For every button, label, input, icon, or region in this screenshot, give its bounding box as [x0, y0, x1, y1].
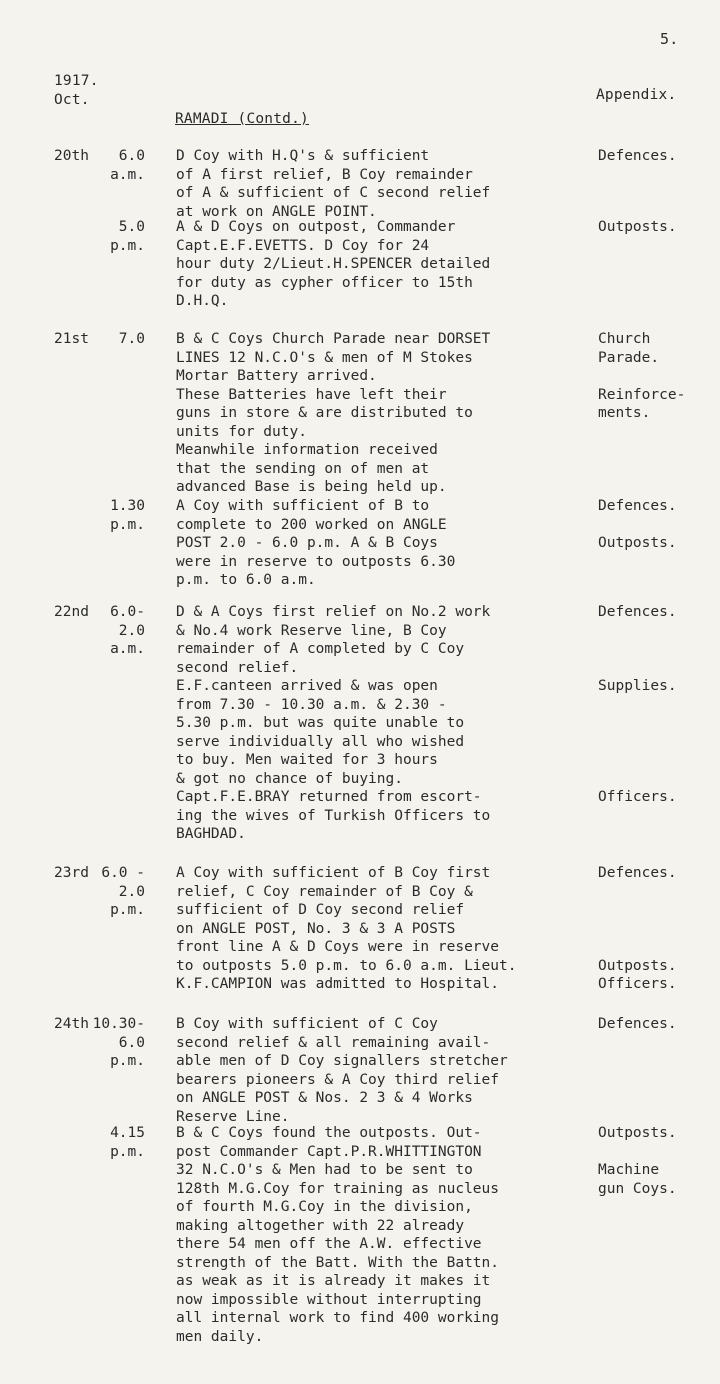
- margin-note-line: [598, 883, 677, 902]
- entry-text-line: D Coy with H.Q's & sufficient: [176, 148, 430, 164]
- appendix-heading: Appendix.: [596, 87, 677, 103]
- entry-text-line: remainder of A completed by C Coy: [176, 641, 465, 657]
- month: Oct.: [54, 92, 90, 108]
- entry-text-line: at work on ANGLE POINT.: [176, 203, 377, 220]
- entry-date: 20th: [54, 148, 89, 164]
- entry-text-line: Capt.E.F.EVETTS. D Coy for 24: [176, 237, 430, 254]
- entry-date: 23rd: [54, 865, 89, 881]
- entry-time-line: p.m.: [110, 1053, 145, 1069]
- entry-time: [60, 864, 145, 920]
- entry-text-line: making altogether with 22 already: [176, 1217, 465, 1234]
- margin-note-line: Reinforce-: [598, 386, 686, 403]
- margin-note-line: Defences.: [598, 148, 677, 164]
- entry-time-line: p.m.: [110, 1143, 145, 1160]
- margin-note-line: Defences.: [598, 498, 677, 514]
- entry-text-line: front line A & D Coys were in reserve: [176, 939, 500, 955]
- entry-text-line: were in reserve to outposts 6.30: [176, 553, 456, 570]
- entry-text: [176, 497, 455, 590]
- entry-text-line: p.m. to 6.0 a.m.: [176, 572, 316, 588]
- entry-text-line: D.H.Q.: [176, 293, 229, 309]
- entry-text-line: 32 N.C.O's & Men had to be sent to: [176, 1162, 473, 1178]
- entry-text-line: E.F.canteen arrived & was open: [176, 678, 438, 694]
- entry-text-line: of A first relief, B Coy remainder: [176, 166, 473, 183]
- entry-text-line: LINES 12 N.C.O's & men of M Stokes: [176, 349, 473, 366]
- margin-note-line: Outposts.: [598, 957, 677, 974]
- entry-text-line: for duty as cypher officer to 15th: [176, 274, 473, 291]
- entry-text-line: now impossible without interrupting: [176, 1291, 482, 1308]
- entry-time-line: 6.0-: [110, 604, 145, 620]
- entry-text-line: A & D Coys on outpost, Commander: [176, 219, 456, 235]
- entry-text-line: men daily.: [176, 1328, 264, 1345]
- entry-time: [60, 497, 145, 534]
- entry-text-line: 5.30 p.m. but was quite unable to: [176, 715, 465, 731]
- entry-text-line: Reserve Line.: [176, 1108, 290, 1125]
- entry-text-line: relief, C Coy remainder of B Coy &: [176, 883, 473, 900]
- margin-note-line: Defences.: [598, 865, 677, 881]
- entry-text: [176, 1015, 508, 1126]
- margin-note-line: [598, 640, 677, 659]
- entry-text-line: Mortar Battery arrived.: [176, 368, 377, 384]
- entry-time-line: p.m.: [110, 902, 145, 918]
- entry-time-line: 6.0 -: [101, 865, 145, 881]
- entry-text-line: second relief & all remaining avail-: [176, 1034, 491, 1051]
- entry-text-line: Meanwhile information received: [176, 442, 438, 458]
- margin-note-line: [598, 714, 677, 733]
- margin-note-line: [598, 751, 677, 770]
- margin-note-line: Defences.: [598, 604, 677, 620]
- entry-text: [176, 603, 490, 844]
- entry-time: [60, 330, 145, 349]
- entry-text-line: complete to 200 worked on ANGLE: [176, 516, 447, 533]
- entry-text: [176, 218, 490, 311]
- entry-text-line: advanced Base is being held up.: [176, 479, 447, 495]
- margin-note-line: Officers.: [598, 789, 677, 805]
- entry-text-line: A Coy with sufficient of B Coy first: [176, 865, 491, 881]
- entry-text-line: to outposts 5.0 p.m. to 6.0 a.m. Lieut.: [176, 957, 517, 974]
- entry-date: 22nd: [54, 604, 89, 620]
- entry-text: [176, 1124, 499, 1346]
- entry-date: 21st: [54, 331, 89, 347]
- margin-note-line: Parade.: [598, 349, 660, 366]
- entry-text-line: A Coy with sufficient of B to: [176, 498, 430, 514]
- entry-time: [60, 147, 145, 184]
- margin-note-line: Church: [598, 331, 651, 347]
- entry-text-line: K.F.CAMPION was admitted to Hospital.: [176, 976, 500, 992]
- margin-note-line: [598, 938, 677, 957]
- margin-note-line: [598, 770, 677, 789]
- margin-note-line: [598, 622, 677, 641]
- margin-note-line: ments.: [598, 405, 651, 421]
- year: 1917.: [54, 73, 99, 89]
- entry-text-line: units for duty.: [176, 423, 307, 440]
- margin-note-line: [598, 1143, 677, 1162]
- margin-note-line: [598, 516, 677, 535]
- entry-text: [176, 330, 490, 497]
- entry-text-line: serve individually all who wished: [176, 733, 465, 750]
- entry-time: [60, 603, 145, 659]
- entry-text-line: all internal work to find 400 working: [176, 1310, 500, 1326]
- entry-text-line: sufficient of D Coy second relief: [176, 902, 465, 918]
- margin-note-line: [598, 659, 677, 678]
- margin-note-line: Machine: [598, 1162, 660, 1178]
- entry-text: [176, 147, 490, 221]
- entry-time: [60, 218, 145, 255]
- entry-time-line: 4.15: [110, 1125, 145, 1141]
- page-number: 5.: [660, 30, 679, 48]
- entry-time-line: 5.0: [118, 219, 145, 235]
- entry-text-line: B & C Coys found the outposts. Out-: [176, 1125, 482, 1141]
- entry-time: [60, 1015, 145, 1071]
- entry-text-line: of fourth M.G.Coy in the division,: [176, 1199, 473, 1215]
- entry-text-line: B Coy with sufficient of C Coy: [176, 1016, 438, 1032]
- entry-time-line: a.m.: [110, 166, 145, 183]
- margin-note-line: [598, 696, 677, 715]
- margin-note-line: Supplies.: [598, 678, 677, 694]
- entry-text-line: 128th M.G.Coy for training as nucleus: [176, 1180, 500, 1197]
- entry-text-line: to buy. Men waited for 3 hours: [176, 752, 438, 768]
- entry-text-line: strength of the Batt. With the Battn.: [176, 1254, 500, 1271]
- entry-text-line: as weak as it is already it makes it: [176, 1273, 491, 1289]
- entry-text-line: on ANGLE POST, No. 3 & 3 A POSTS: [176, 920, 456, 937]
- entry-time-line: 2.0: [118, 622, 145, 639]
- entry-text-line: bearers pioneers & A Coy third relief: [176, 1071, 500, 1088]
- margin-note: [598, 497, 677, 553]
- margin-note: [598, 603, 677, 807]
- entry-text-line: post Commander Capt.P.R.WHITTINGTON: [176, 1143, 482, 1160]
- entry-time-line: 1.30: [110, 498, 145, 514]
- entry-text-line: hour duty 2/Lieut.H.SPENCER detailed: [176, 256, 491, 272]
- entry-time: [60, 1124, 145, 1161]
- margin-note: [598, 864, 677, 994]
- margin-note: [598, 147, 677, 166]
- entry-text-line: B & C Coys Church Parade near DORSET: [176, 331, 491, 347]
- entry-text-line: able men of D Coy signallers stretcher: [176, 1053, 508, 1069]
- entry-text: [176, 864, 516, 994]
- margin-note-line: [598, 920, 677, 939]
- entry-time-line: 7.0: [118, 331, 145, 347]
- entry-text-line: Capt.F.E.BRAY returned from escort-: [176, 789, 482, 805]
- margin-note-line: Outposts.: [598, 1125, 677, 1141]
- entry-time-line: 2.0: [118, 883, 145, 900]
- page-title: RAMADI (Contd.): [175, 111, 309, 127]
- entry-date: 24th: [54, 1016, 89, 1032]
- entry-text-line: & got no chance of buying.: [176, 770, 403, 787]
- entry-text-line: guns in store & are distributed to: [176, 405, 473, 421]
- entry-text-line: second relief.: [176, 659, 299, 676]
- margin-note-line: Officers.: [598, 976, 677, 992]
- margin-note: [598, 218, 677, 237]
- margin-note-line: [598, 367, 685, 386]
- entry-time-line: 6.0: [118, 1034, 145, 1051]
- entry-text-line: of A & sufficient of C second relief: [176, 185, 491, 201]
- entry-time-line: 6.0: [118, 148, 145, 164]
- entry-time-line: p.m.: [110, 516, 145, 533]
- margin-note: [598, 330, 685, 423]
- entry-text-line: on ANGLE POST & Nos. 2 3 & 4 Works: [176, 1090, 473, 1106]
- margin-note: [598, 1015, 677, 1034]
- entry-text-line: from 7.30 - 10.30 a.m. & 2.30 -: [176, 696, 447, 713]
- entry-time-line: 10.30-: [92, 1016, 145, 1032]
- entry-time-line: p.m.: [110, 237, 145, 254]
- entry-text-line: D & A Coys first relief on No.2 work: [176, 604, 491, 620]
- entry-text-line: ing the wives of Turkish Officers to: [176, 807, 491, 824]
- margin-note-line: [598, 733, 677, 752]
- entry-text-line: & No.4 work Reserve line, B Coy: [176, 622, 447, 639]
- margin-note-line: Outposts.: [598, 535, 677, 551]
- entry-text-line: POST 2.0 - 6.0 p.m. A & B Coys: [176, 535, 438, 551]
- margin-note-line: gun Coys.: [598, 1180, 677, 1197]
- margin-note-line: Defences.: [598, 1016, 677, 1032]
- entry-text-line: that the sending on of men at: [176, 460, 430, 477]
- entry-text-line: BAGHDAD.: [176, 826, 246, 842]
- margin-note-line: [598, 901, 677, 920]
- margin-note-line: Outposts.: [598, 219, 677, 235]
- entry-time-line: a.m.: [110, 641, 145, 657]
- entry-text-line: there 54 men off the A.W. effective: [176, 1236, 482, 1252]
- entry-text-line: These Batteries have left their: [176, 386, 447, 403]
- margin-note: [598, 1124, 677, 1198]
